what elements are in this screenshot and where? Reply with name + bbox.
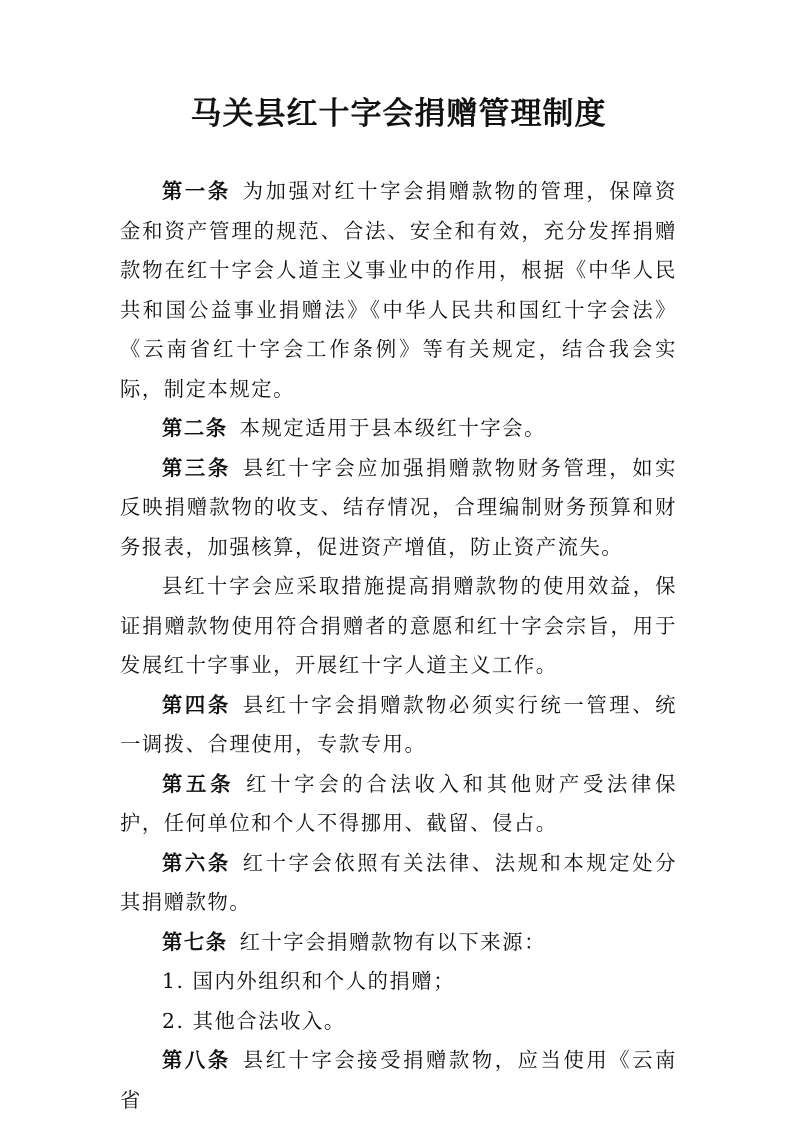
article-text: 县红十字会接受捐赠款物，应当使用《云南省 <box>120 1048 677 1112</box>
article-1 <box>120 172 677 409</box>
list-number: 2. <box>162 1008 185 1033</box>
article-8 <box>120 1041 677 1120</box>
article-text: 县红十字会捐赠款物必须实行统一管理、统一调拨、合理使用，专款专用。 <box>120 692 677 756</box>
list-number: 1. <box>162 969 185 993</box>
article-text: 为加强对红十字会捐赠款物的管理，保障资金和资产管理的规范、合法、安全和有效，充分发挥捐赠款物在红十字会人道主义事业中的作用，根据《中华人民共和国公益事业捐赠法》《中华人民共和国红十字会法》《云南省红十字会工作条例》等有关规定，结合我会实际，制定本规定。 <box>120 179 677 401</box>
article-3-continued <box>120 567 677 686</box>
list-item <box>120 1002 677 1042</box>
list-text: 国内外组织和个人的捐赠； <box>192 969 456 993</box>
article-label: 第五条 <box>162 771 235 796</box>
document-body <box>120 172 677 1120</box>
article-2 <box>120 409 677 449</box>
list-item <box>120 962 677 1002</box>
article-label: 第二条 <box>162 416 228 440</box>
document-title: 马关县红十字会捐赠管理制度 <box>190 96 607 132</box>
article-text: 县红十字会应加强捐赠款物财务管理，如实反映捐赠款物的收支、结存情况，合理编制财务预算和财务报表，加强核算，促进资产增值，防止资产流失。 <box>120 455 677 559</box>
article-label: 第三条 <box>162 455 231 480</box>
article-label: 第六条 <box>162 850 231 875</box>
article-text: 本规定适用于县本级红十字会。 <box>239 416 546 440</box>
article-label: 第七条 <box>162 929 228 954</box>
list-text: 其他合法收入。 <box>192 1008 346 1033</box>
article-6 <box>120 844 677 923</box>
article-text: 红十字会依照有关法律、法规和本规定处分其捐赠款物。 <box>120 850 677 914</box>
article-3 <box>120 449 677 568</box>
article-7 <box>120 923 677 963</box>
article-label: 第四条 <box>162 692 231 717</box>
article-text: 红十字会的合法收入和其他财产受法律保护，任何单位和个人不得挪用、截留、侵占。 <box>120 771 677 835</box>
article-label: 第一条 <box>162 179 231 203</box>
article-label: 第八条 <box>162 1048 231 1072</box>
article-text: 县红十字会应采取措施提高捐赠款物的使用效益，保证捐赠款物使用符合捐赠者的意愿和红十字会宗旨，用于发展红十字事业，开展红十字人道主义工作。 <box>120 574 677 677</box>
article-4 <box>120 686 677 765</box>
article-text: 红十字会捐赠款物有以下来源： <box>239 929 546 954</box>
article-5 <box>120 765 677 844</box>
